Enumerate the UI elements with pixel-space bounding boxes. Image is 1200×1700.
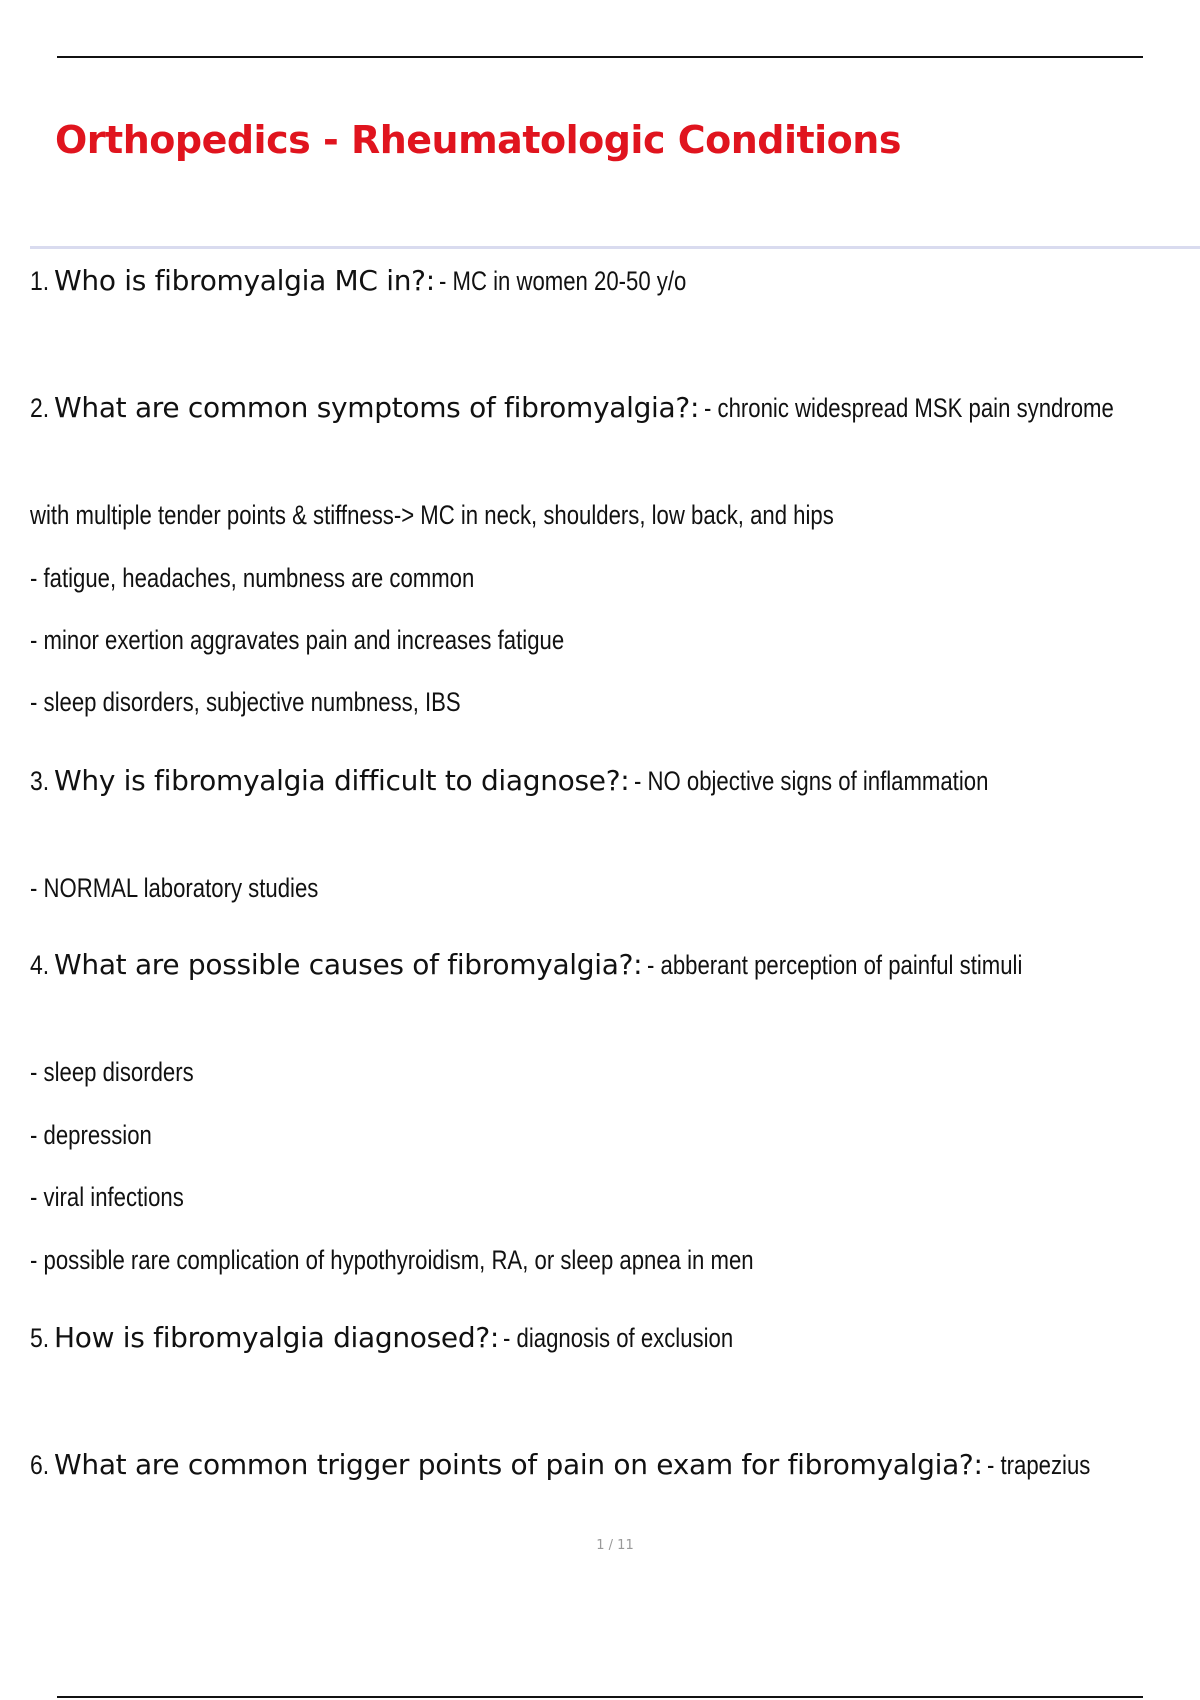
question-3 — [30, 764, 1066, 797]
answer-line: with multiple tender points & stiffness-> MC in neck, shoulders, low back, and hips — [30, 500, 834, 530]
question-text: Why is fibromyalgia difficult to diagnose?: — [53, 764, 630, 797]
answer-text: - trapezius — [987, 1450, 1091, 1480]
answer-text: - chronic widespread MSK pain syndrome — [703, 393, 1114, 423]
answer-line: - possible rare complication of hypothyroidism, RA, or sleep apnea in men — [30, 1245, 754, 1275]
question-1 — [30, 264, 741, 297]
title-divider — [30, 246, 1200, 249]
page-top-rule — [57, 56, 1143, 58]
question-2 — [30, 391, 1200, 424]
answer-line: - fatigue, headaches, numbness are common — [30, 563, 475, 593]
answer-line: - minor exertion aggravates pain and increases fatigue — [30, 625, 565, 655]
question-text: How is fibromyalgia diagnosed?: — [53, 1321, 500, 1354]
answer-text: - abberant perception of painful stimuli — [646, 950, 1023, 980]
answer-text: - MC in women 20-50 y/o — [439, 266, 687, 296]
question-4 — [30, 948, 1105, 981]
answer-line: - NORMAL laboratory studies — [30, 873, 319, 903]
question-number: 6. — [30, 1450, 50, 1480]
document-title: Orthopedics - Rheumatologic Conditions — [55, 118, 901, 162]
question-text: What are possible causes of fibromyalgia?: — [53, 948, 643, 981]
answer-text: - diagnosis of exclusion — [503, 1323, 734, 1353]
question-6 — [30, 1448, 1113, 1481]
answer-line: - sleep disorders, subjective numbness, IBS — [30, 687, 461, 717]
answer-text: - NO objective signs of inflammation — [633, 766, 989, 796]
question-text: What are common trigger points of pain on exam for fibromyalgia?: — [53, 1448, 983, 1481]
answer-line: - depression — [30, 1120, 152, 1150]
question-number: 4. — [30, 950, 50, 980]
page-number: 1 / 11 — [596, 1538, 634, 1553]
question-number: 2. — [30, 393, 50, 423]
question-text: Who is fibromyalgia MC in?: — [53, 264, 435, 297]
question-text: What are common symptoms of fibromyalgia?: — [53, 391, 700, 424]
question-number: 5. — [30, 1323, 50, 1353]
answer-line: - viral infections — [30, 1182, 184, 1212]
page-bottom-rule — [57, 1696, 1143, 1698]
question-5 — [30, 1321, 784, 1354]
question-number: 3. — [30, 766, 50, 796]
question-number: 1. — [30, 266, 50, 296]
answer-line: - sleep disorders — [30, 1057, 194, 1087]
